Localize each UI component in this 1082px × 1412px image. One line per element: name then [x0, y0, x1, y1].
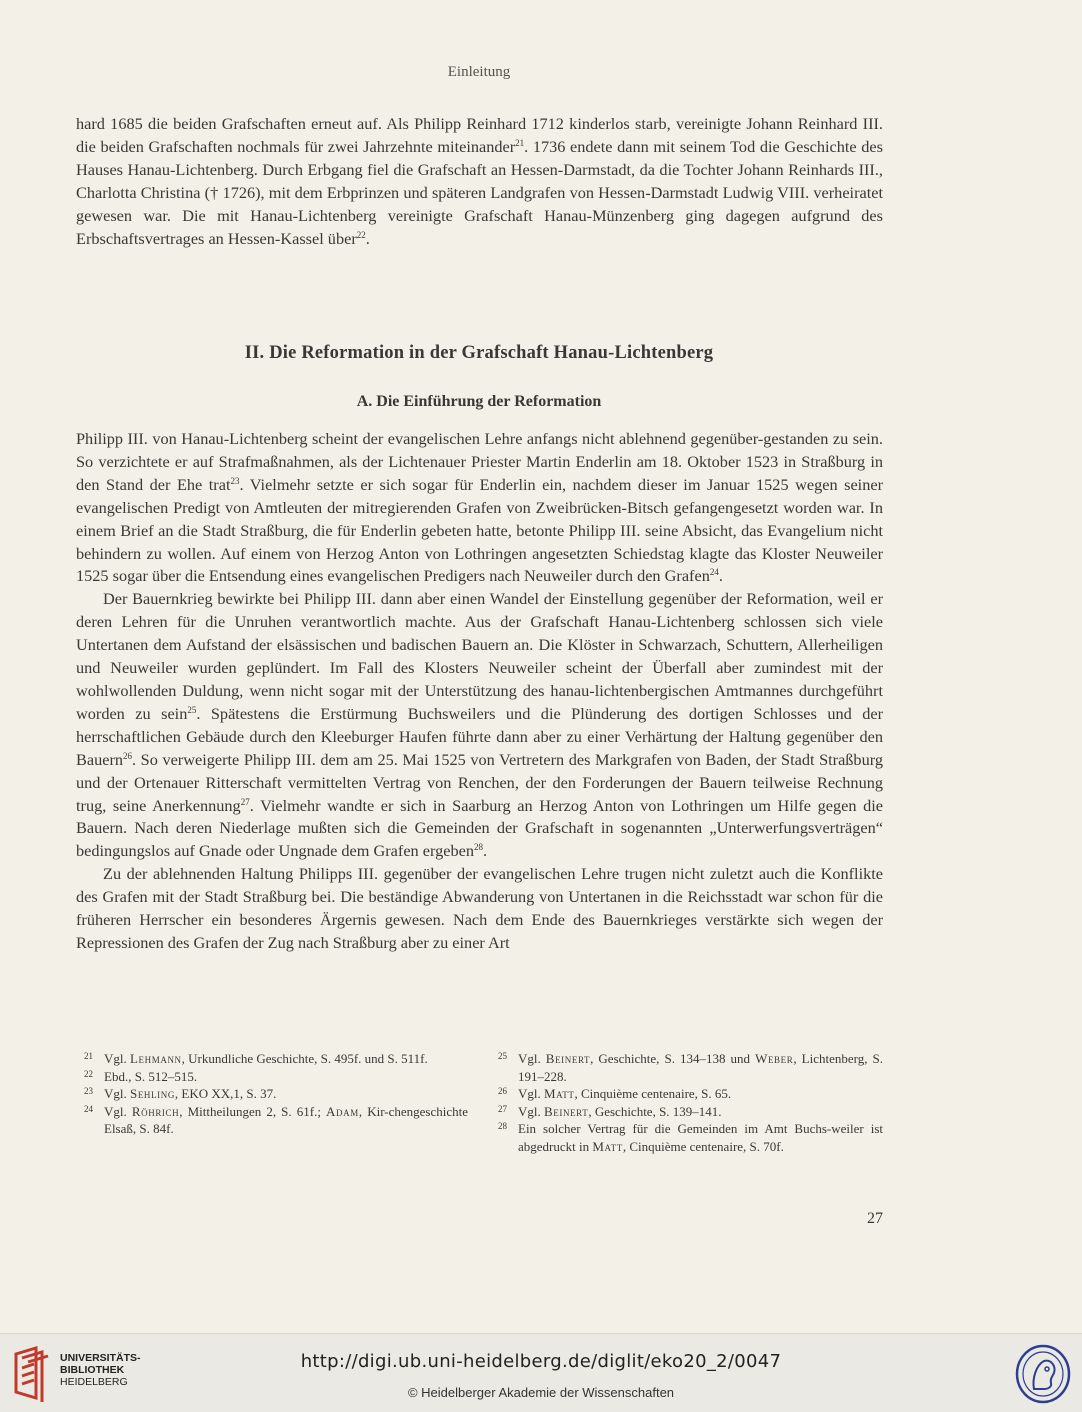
footnote-number: 22 — [84, 1068, 93, 1079]
footnote-reference[interactable]: 24 — [709, 567, 719, 578]
intro-paragraph — [76, 113, 883, 250]
running-head: Einleitung — [447, 64, 511, 80]
permalink-url[interactable]: http://digi.ub.uni-heidelberg.de/diglit/eko20_2/0047 — [300, 1351, 782, 1372]
footnote-text — [518, 1120, 883, 1155]
text-run: Ebd., S. 512–515. — [104, 1068, 198, 1084]
footnote — [84, 1068, 468, 1086]
text-run: Vgl. — [104, 1103, 132, 1119]
footnote — [84, 1103, 468, 1138]
text-run: , Lichtenberg, S. 191–228. — [518, 1051, 883, 1084]
footnote-number: 27 — [498, 1103, 507, 1114]
text-run: Vgl. — [518, 1103, 544, 1119]
text-run: hard 1685 die beiden Grafschaften erneut auf. Als Philipp Reinhard 1712 kinderlos starb, vereinigte Johann Reinhard III. die beiden Grafschaften nochmals für zwei Jahrzehnte miteinander — [76, 114, 883, 156]
footnote-text — [518, 1085, 883, 1103]
text-run: , Urkundliche Geschichte, S. 495f. und S. 511f. — [181, 1051, 428, 1066]
paragraph — [76, 863, 883, 955]
paragraph — [76, 428, 883, 588]
text-run: Vgl. — [518, 1086, 544, 1101]
footnote-text — [104, 1085, 468, 1103]
paragraph — [76, 588, 883, 863]
footnote-text — [518, 1050, 883, 1085]
text-run: Zu der ablehnenden Haltung Philipps III. gegenüber der evangelischen Lehre trugen nicht zuletzt auch die Konflikte des Grafen mit der Stadt Straßburg bei. Die beständige Abwanderung von Untertanen in die Reichsstadt war schon für die früheren Herrscher ein besonderes Ärgernis gewesen. Nach dem Ende des Bauernkrieges verstärkte sich wegen der Repressionen des Grafen der Zug nach Straßburg aber zu einer Art — [76, 864, 883, 952]
footnote-reference[interactable]: 25 — [187, 704, 197, 715]
footnote — [84, 1050, 468, 1068]
author-name: Adam — [326, 1103, 359, 1119]
footnote-reference[interactable]: 28 — [474, 842, 484, 853]
author-name: Matt — [544, 1086, 575, 1101]
academy-seal-icon[interactable] — [1014, 1343, 1072, 1405]
text-run: . Vielmehr wandte er sich in Saarburg an Herzog Anton von Lothringen um Hilfe gegen die Bauern. Nach deren Niederlage mußten sich die Gemeinden der Grafschaft in sogenannten „Unterwerfungsverträgen“ bedingungslos auf Gnade oder Ungnade dem Grafen ergeben — [76, 795, 883, 861]
text-run: . Vielmehr setzte er sich sogar für Enderlin ein, nachdem dieser im Januar 1525 wegen seiner evangelischen Predigt von Amtleuten der mitregierenden Grafen von Zweibrücken-Bitsch gefangengesetzt worden war. In einem Brief an die Stadt Straßburg, die für Enderlin gebeten hatte, betonte Philipp III. seine Absicht, das Evangelium nicht behindern zu wollen. Auf einem von Herzog Anton von Lothringen angesetzten Schiedstag klagte das Kloster Neuweiler 1525 sogar über die Entsendung eines evangelischen Predigers nach Neuweiler durch den Grafen — [76, 474, 883, 586]
footnote — [498, 1050, 883, 1085]
text-run: Ein solcher Vertrag für die Gemeinden im Amt Buchs-weiler ist abgedruckt in — [518, 1121, 883, 1154]
footnote-reference[interactable]: 26 — [123, 750, 133, 761]
library-name-line: HEIDELBERG — [60, 1376, 128, 1388]
library-name-line: BIBLIOTHEK — [60, 1364, 125, 1376]
author-name: Sehling — [130, 1086, 175, 1101]
footnote-number: 21 — [84, 1051, 93, 1061]
footnote-reference[interactable]: 23 — [230, 475, 240, 486]
text-run: Vgl. — [104, 1051, 130, 1066]
footnote-reference[interactable]: 22 — [356, 229, 366, 240]
footnote-reference[interactable]: 27 — [240, 796, 250, 807]
text-run: , Mittheilungen 2, S. 61f.; — [179, 1103, 327, 1119]
page-number: 27 — [867, 1210, 883, 1227]
author-name: Weber — [755, 1051, 794, 1066]
text-run: . — [365, 228, 370, 248]
author-name: Lehmann — [130, 1051, 182, 1066]
copyright-notice: © Heidelberger Akademie der Wissenschaften — [407, 1385, 675, 1400]
chapter-heading: II. Die Reformation in der Grafschaft Hanau-Lichtenberg — [244, 343, 714, 363]
text-run: , Kir-chengeschichte Elsaß, S. 84f. — [104, 1103, 468, 1136]
footnote-text — [518, 1103, 883, 1121]
text-run: , Cinquième centenaire, S. 70f. — [622, 1138, 784, 1154]
text-run: Vgl. — [518, 1051, 546, 1066]
footnote-text — [104, 1103, 468, 1138]
text-run: . Spätestens die Erstürmung Buchsweilers und die Plünderung des dortigen Schlosses und der herrschaftlichen Gebäude durch den Kleeburger Haufen führte dann aber zu einer Verhärtung der Haltung gegenüber den Bauern — [76, 703, 883, 769]
footnotes-right-column — [498, 1050, 883, 1155]
text-run: . — [718, 566, 723, 586]
footnote-reference[interactable]: 21 — [515, 137, 525, 148]
text-run: Philipp III. von Hanau-Lichtenberg scheint der evangelischen Lehre anfangs nicht ablehnend gegenüber-gestanden zu sein. So verzichtete er auf Strafmaßnahmen, als der Lichtenauer Priester Martin Enderlin am 18. Oktober 1523 in Straßburg in den Stand der Ehe trat — [76, 429, 883, 494]
text-run: . So verweigerte Philipp III. dem am 25. Mai 1525 von Vertretern des Markgrafen von Baden, der Stadt Straßburg und der Ortenauer Ritterschaft vermittelten Vertrag von Renchen, der den Forderungen der Bauern teilweise Rechnung trug, seine Anerkennung — [76, 749, 883, 815]
author-name: Matt — [592, 1138, 623, 1154]
footnote — [84, 1085, 468, 1103]
viewer-footer — [0, 1333, 1082, 1412]
footnote-number: 28 — [498, 1121, 507, 1131]
text-run: , Geschichte, S. 134–138 und — [590, 1051, 756, 1066]
text-run: . 1736 endete dann mit seinem Tod die Geschichte des Hauses Hanau-Lichtenberg. Durch Erbgang fiel die Grafschaft an Hessen-Darmstadt, da die Tochter Johann Reinhards III., Charlotta Christina († 1726), mit dem Erbprinzen und späteren Landgrafen von Hessen-Darmstadt Ludwig VIII. verheiratet gewesen war. Die mit Hanau-Lichtenberg vereinigte Grafschaft Hanau-Münzenberg ging dagegen aufgrund des Erbschaftsvertrages an Hessen-Kassel über — [76, 136, 883, 248]
text-run: . — [483, 841, 488, 861]
text-run: Vgl. — [104, 1086, 130, 1101]
author-name: Röhrich — [131, 1103, 180, 1119]
text-run: , Cinquième centenaire, S. 65. — [574, 1086, 732, 1101]
author-name: Beinert — [544, 1103, 589, 1119]
footnote-number: 25 — [498, 1051, 507, 1061]
main-text — [76, 428, 883, 955]
library-name-line: UNIVERSITÄTS- — [60, 1352, 141, 1364]
footnote-number: 26 — [498, 1086, 507, 1096]
footnote — [498, 1085, 883, 1103]
author-name: Beinert — [545, 1051, 591, 1066]
section-heading: A. Die Einführung der Reformation — [356, 393, 602, 410]
footnote-number: 23 — [84, 1086, 93, 1096]
footnote-number: 24 — [84, 1103, 93, 1114]
text-run: Der Bauernkrieg bewirkte bei Philipp III. dann aber einen Wandel der Einstellung gegenüber der Reformation, weil er deren Lehren für die Unruhen verantwortlich machte. Aus der Grafschaft Hanau-Lichtenberg schlossen sich viele Untertanen dem Aufstand der elsässischen und badischen Bauern an. Die Klöster in Schwarzach, Schuttern, Allerheiligen und Neuweiler wurden geplündert. Im Fall des Klosters Neuweiler scheint der Überfall aber zumindest mit der wohlwollenden Duldung, wenn nicht sogar mit der Unterstützung des hanau-lichtenbergischen Amtmannes durchgeführt worden zu sein — [76, 589, 883, 723]
text-run: , EKO XX,1, S. 37. — [174, 1086, 277, 1101]
footnote — [498, 1120, 883, 1155]
footnote-text — [104, 1068, 468, 1086]
paragraph-top — [76, 113, 883, 250]
text-run: , Geschichte, S. 139–141. — [588, 1103, 722, 1119]
footnotes-left-column — [84, 1050, 468, 1138]
footnote-text — [104, 1050, 468, 1068]
footnote — [498, 1103, 883, 1121]
